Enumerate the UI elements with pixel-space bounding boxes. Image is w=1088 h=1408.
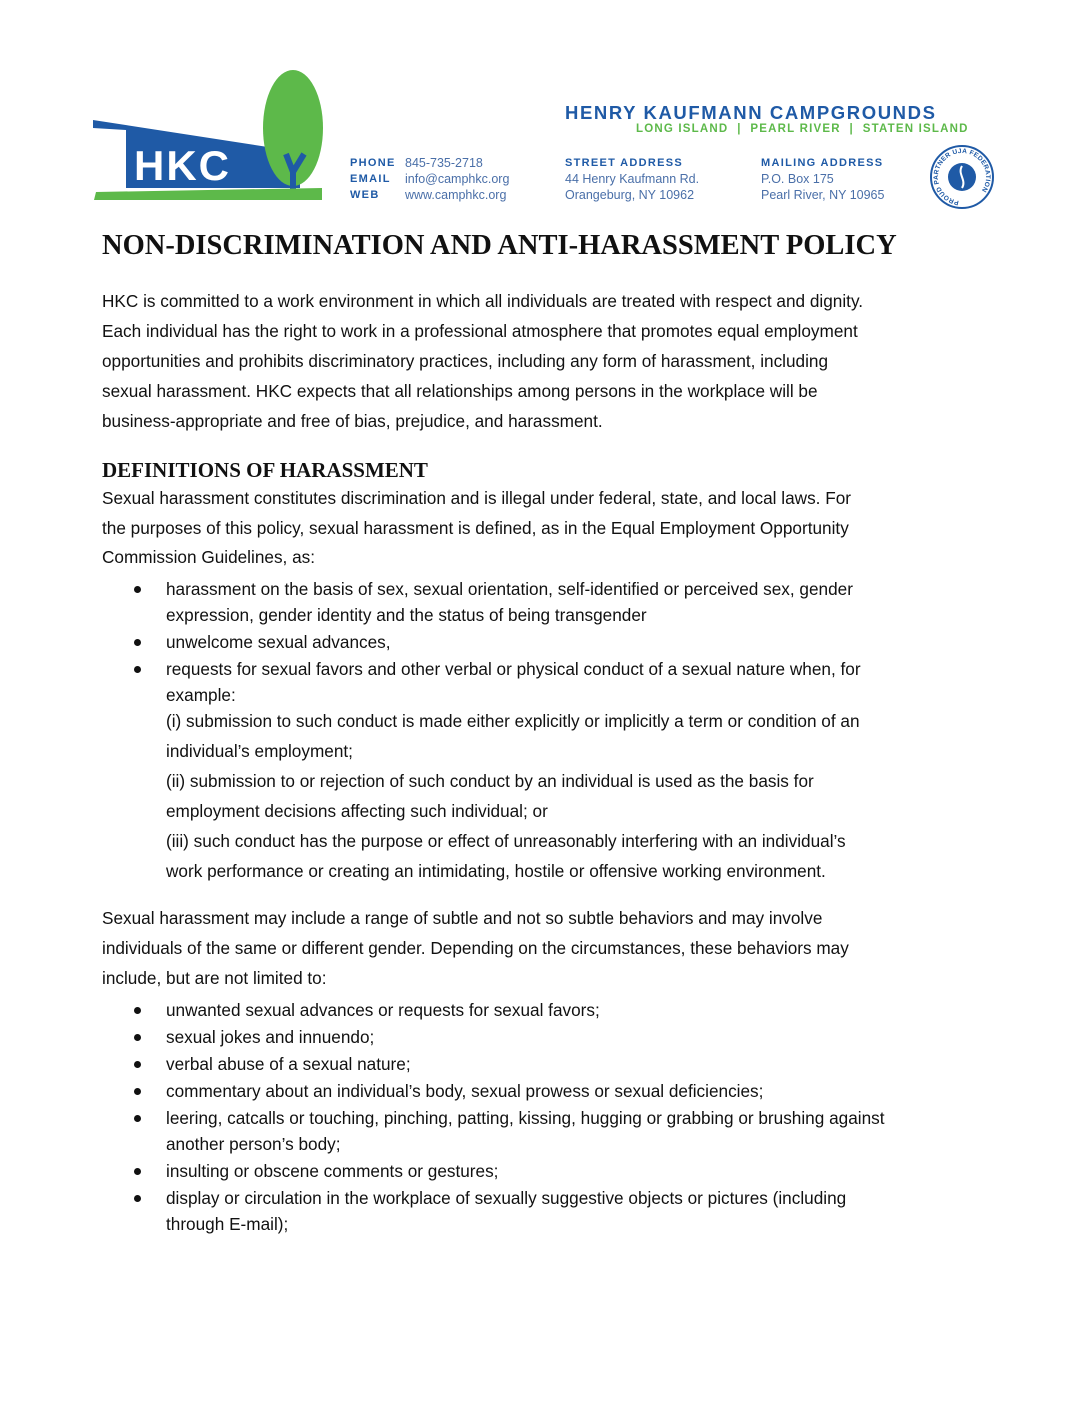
bullet-item-line: example:: [166, 685, 236, 705]
bullet-item-line: sexual jokes and innuendo;: [166, 1027, 375, 1047]
bullet-item-line: leering, catcalls or touching, pinching, patting, kissing, hugging or grabbing or brushing against: [166, 1108, 885, 1128]
bullet-item-line: through E-mail);: [166, 1214, 289, 1234]
paragraph-line: business-appropriate and free of bias, prejudice, and harassment.: [102, 411, 603, 431]
bullet-item-line: display or circulation in the workplace of sexually suggestive objects or pictures (including: [166, 1188, 847, 1208]
email-value[interactable]: info@camphkc.org: [405, 172, 510, 186]
web-value[interactable]: www.camphkc.org: [405, 188, 507, 202]
bullet-item-line: unwelcome sexual advances,: [166, 632, 391, 652]
hkc-logo: [90, 68, 326, 204]
bullet-icon: [134, 1115, 141, 1122]
bullet-item-line: employment decisions affecting such individual; or: [166, 801, 548, 821]
badge-text: PROUD PARTNER UJA FEDERATION: [932, 147, 992, 206]
bullet-item-line: individual’s employment;: [166, 741, 353, 761]
bullet-icon: [134, 1007, 141, 1014]
paragraph-line: individuals of the same or different gender. Depending on the circumstances, these behaviors may: [102, 938, 849, 958]
org-name: HENRY KAUFMANN CAMPGROUNDS: [565, 102, 937, 123]
paragraph-line: the purposes of this policy, sexual harassment is defined, as in the Equal Employment Opportunity: [102, 518, 849, 538]
street-address-label: STREET ADDRESS: [565, 157, 684, 169]
mailing-address-line2: Pearl River, NY 10965: [761, 188, 885, 202]
bullet-item-line: requests for sexual favors and other verbal or physical conduct of a sexual nature when, for: [166, 659, 861, 679]
web-label: WEB: [350, 189, 380, 201]
bullet-icon: [134, 1195, 141, 1202]
bullet-icon: [134, 586, 141, 593]
email-label: EMAIL: [350, 173, 391, 185]
paragraph-line: HKC is committed to a work environment in which all individuals are treated with respect and dignity.: [102, 291, 864, 311]
bullet-item-line: (i) submission to such conduct is made either explicitly or implicitly a term or condition of an: [166, 711, 860, 731]
bullet-item-line: verbal abuse of a sexual nature;: [166, 1054, 411, 1074]
bullet-item-line: commentary about an individual’s body, sexual prowess or sexual deficiencies;: [166, 1081, 764, 1101]
street-address-line2: Orangeburg, NY 10962: [565, 188, 695, 202]
uja-federation-badge: [929, 144, 995, 210]
bullet-icon: [134, 1061, 141, 1068]
bullet-icon: [134, 1168, 141, 1175]
section-heading: DEFINITIONS OF HARASSMENT: [102, 458, 428, 482]
paragraph-line: opportunities and prohibits discriminatory practices, including any form of harassment, including: [102, 351, 829, 371]
paragraph-line: Each individual has the right to work in a professional atmosphere that promotes equal employment: [102, 321, 858, 341]
bullet-item-line: expression, gender identity and the status of being transgender: [166, 605, 647, 625]
bullet-icon: [134, 1088, 141, 1095]
paragraph-line: Sexual harassment may include a range of subtle and not so subtle behaviors and may involve: [102, 908, 823, 928]
bullet-item-line: (ii) submission to or rejection of such conduct by an individual is used as the basis for: [166, 771, 814, 791]
bullet-item-line: unwanted sexual advances or requests for sexual favors;: [166, 1000, 600, 1020]
bullet-item-line: another person’s body;: [166, 1134, 341, 1154]
logo-text: HKC: [134, 142, 231, 189]
mailing-address-line1: P.O. Box 175: [761, 172, 834, 186]
paragraph-line: Commission Guidelines, as:: [102, 547, 316, 567]
mailing-address-label: MAILING ADDRESS: [761, 157, 884, 169]
page-title: NON-DISCRIMINATION AND ANTI-HARASSMENT POLICY: [102, 230, 897, 261]
street-address-line1: 44 Henry Kaufmann Rd.: [565, 172, 700, 186]
org-locations: LONG ISLAND | PEARL RIVER | STATEN ISLAND: [636, 123, 969, 135]
bullet-icon: [134, 639, 141, 646]
bullet-item-line: (iii) such conduct has the purpose or effect of unreasonably interfering with an individual’s: [166, 831, 846, 851]
phone-value: 845-735-2718: [405, 156, 483, 170]
phone-label: PHONE: [350, 157, 396, 169]
bullet-item-line: harassment on the basis of sex, sexual orientation, self-identified or perceived sex, gender: [166, 579, 853, 599]
bullet-item-line: insulting or obscene comments or gestures;: [166, 1161, 499, 1181]
paragraph-line: sexual harassment. HKC expects that all relationships among persons in the workplace will be: [102, 381, 818, 401]
paragraph-line: Sexual harassment constitutes discrimination and is illegal under federal, state, and local laws. For: [102, 488, 851, 508]
bullet-icon: [134, 1034, 141, 1041]
bullet-item-line: work performance or creating an intimidating, hostile or offensive working environment.: [166, 861, 826, 881]
bullet-icon: [134, 666, 141, 673]
paragraph-line: include, but are not limited to:: [102, 968, 327, 988]
